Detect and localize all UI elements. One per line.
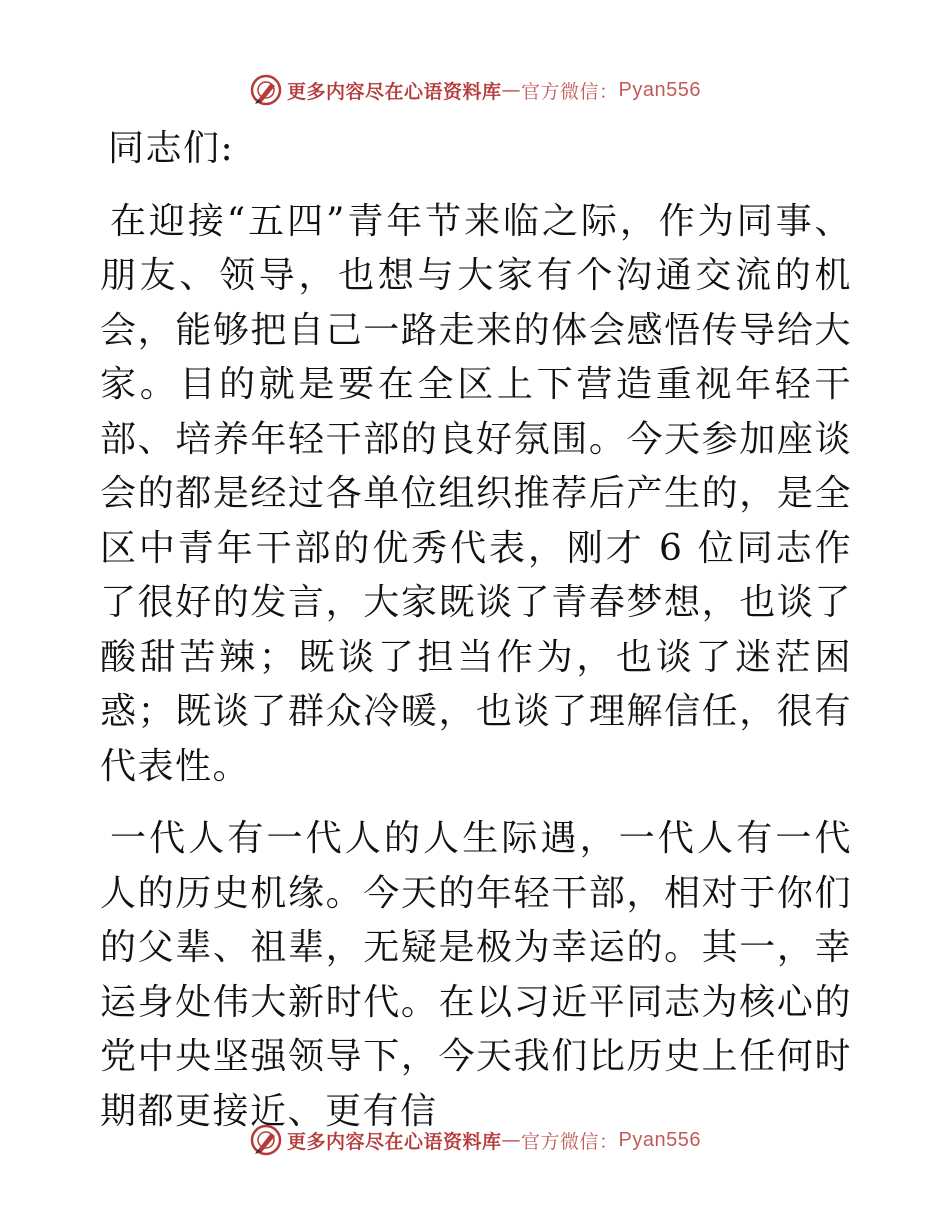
- banner-main-text: 更多内容尽在心语资料库: [287, 1130, 502, 1153]
- pen-logo-icon: [249, 1123, 283, 1157]
- greeting: 同志们:: [108, 128, 235, 169]
- document-body: [100, 122, 852, 1157]
- banner-wechat-label: 官方微信：: [521, 1130, 619, 1153]
- header-banner: [0, 70, 950, 110]
- pen-logo-icon: [249, 73, 283, 107]
- banner-dash: —: [501, 1129, 522, 1151]
- banner-wechat-id: Pyan556: [618, 78, 701, 101]
- banner-wechat-id: Pyan556: [618, 1128, 701, 1151]
- banner-dash: —: [501, 79, 522, 101]
- footer-banner: [0, 1120, 950, 1160]
- paragraph: 一代人有一代人的人生际遇，一代人有一代人的历史机缘。今天的年轻干部，相对于你们的父辈、祖辈，无疑是极为幸运的。其一，幸运身处伟大新时代。在以习近平同志为核心的党中央坚强领导下，今天我们比历史上任何时期都更接近、更有信: [100, 818, 852, 1132]
- banner-wechat-label: 官方微信：: [521, 80, 619, 103]
- banner-main-text: 更多内容尽在心语资料库: [287, 80, 502, 103]
- paragraph: 在迎接“五四”青年节来临之际，作为同事、朋友、领导，也想与大家有个沟通交流的机会，能够把自己一路走来的体会感悟传导给大家。目的就是要在全区上下营造重视年轻干部、培养年轻干部的良好氛围。今天参加座谈会的都是经过各单位组织推荐后产生的，是全区中青年干部的优秀代表，刚才 6 位同志作了很好的发言，大家既谈了青春梦想，也谈了酸甜苦辣；既谈了担当作为，也谈了迷茫困惑；既谈了群众冷暖，也谈了理解信任，很有代表性。: [100, 200, 852, 787]
